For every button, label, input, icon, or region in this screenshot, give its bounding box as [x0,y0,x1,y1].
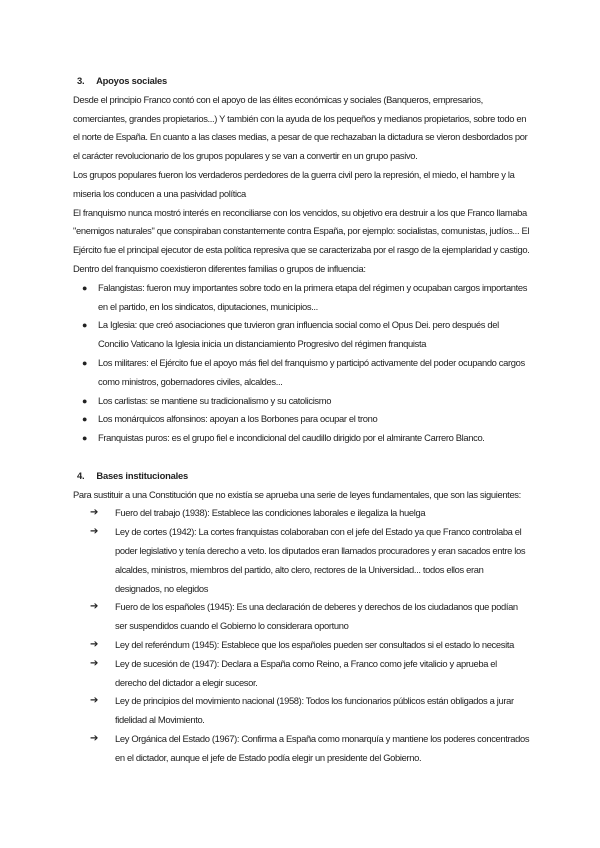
list-item-text: La Iglesia: que creó asociaciones que tuvieron gran influencia social como el Opus Dei. pero después del Concilio Vaticano la Iglesia inicia un distanciamiento Progresivo del régimen franquista [98,319,499,350]
section-4-heading [73,467,530,486]
arrow-icon: ➔ [90,657,99,669]
paragraph-leyes-intro: Para sustituir a una Constitución que no existía se aprueba una serie de leyes fundamentales, que son las siguientes: [73,488,521,500]
list-item-text: Ley Orgánica del Estado (1967): Confirma a España como monarquía y mantiene los poderes concentrados en el dictador, aunque el jefe de Estado podía elegir un presidente del Gobierno. [115,732,530,763]
bullet-icon: ● [82,433,88,444]
list-item [73,279,530,317]
arrow-icon: ➔ [90,526,99,538]
list-item [73,636,530,655]
list-item-text: Los militares: el Ejército fue el apoyo más fiel del franquismo y participó activamente del poder ocupando cargos como ministros, gobernadores civiles, alcaldes... [98,356,525,387]
list-item-text: Fuero del trabajo (1938): Establece las condiciones laborales e ilegaliza la huelga [115,507,426,519]
paragraph-familias: Dentro del franquismo coexistieron diferentes familias o grupos de influencia: [73,262,366,274]
list-item-text: Ley de sucesión de (1947): Declara a España como Reino, a Franco como jefe vitalicio y aprueba el derecho del dictador a elegir sucesor. [115,657,497,688]
bullet-icon: ● [82,357,88,368]
list-item-text: Los carlistas: se mantiene su tradicionalismo y su catolicismo [98,394,332,406]
list-item-text: Franquistas puros: es el grupo fiel e incondicional del caudillo dirigido por el almirante Carrero Blanco. [98,432,485,444]
list-item [73,523,530,598]
section-3-heading [73,72,530,91]
list-item-text: Los monárquicos alfonsinos: apoyan a los Borbones para ocupar el trono [98,413,378,425]
list-item [73,316,530,354]
section-3-number: 3. [77,75,85,86]
fundamental-laws-list [73,504,530,767]
paragraph-represion: El franquismo nunca mostró interés en reconciliarse con los vencidos, su objetivo era destruir a los que Franco llamaba "enemigos naturales" que conspiraban constantemente contra España, por ejemplo: socialistas, comunistas, judíos... El Ejército fue el principal ejecutor de esta política represiva que se caracterizaba por el rasgo de la ejemplaridad y castigo. [73,206,530,256]
bullet-icon: ● [82,414,88,425]
section-4-number: 4. [77,469,85,481]
section-spacer [73,448,530,467]
list-item [73,598,530,636]
list-item-text: Ley del referéndum (1945): Establece que los españoles pueden ser consultados si el estado lo necesita [115,638,514,650]
list-item [73,655,530,693]
list-item-text: Ley de principios del movimiento nacional (1958): Todos los funcionarios públicos están obligados a jurar fidelidad al Movimiento. [115,695,514,726]
bullet-icon: ● [82,320,88,331]
list-item [73,730,530,768]
arrow-icon: ➔ [90,638,99,650]
paragraph-elites: Desde el principio Franco contó con el apoyo de las élites económicas y sociales (Banqueros, empresarios, comerciantes, grandes propietarios...) Y también con la ayuda de los pequeños y medianos propietarios, sobre todo en el norte de España. En cuanto a las clases medias, a pesar de que rechazaban la dictadura se vieron desbordados por el carácter revolucionario de los grupos populares y se van a convertir en un grupo pasivo. [73,93,528,162]
list-item [73,392,530,411]
arrow-icon: ➔ [90,732,99,744]
bullet-icon: ● [82,395,88,406]
section-3-title: Apoyos sociales [96,75,168,86]
list-item [73,410,530,429]
paragraph-grupos-populares: Los grupos populares fueron los verdaderos perdedores de la guerra civil pero la represión, el miedo, el hambre y la miseria los conducen a una pasividad política [73,168,515,199]
influence-groups-list [73,279,530,448]
list-item-text: Ley de cortes (1942): La cortes franquistas colaboraban con el jefe del Estado ya que Franco controlaba el poder legislativo y tenía derecho a veto. los diputados eran llamados procuradores y eran sacados entre los alcaldes, ministros, miembros del partido, alto clero, rectores de la Universidad... todos ellos eran designados, no elegidos [115,526,526,594]
bullet-icon: ● [82,282,88,293]
arrow-icon: ➔ [90,507,99,519]
list-item [73,354,530,392]
list-item [73,692,530,730]
list-item [73,504,530,523]
list-item-text: Falangistas: fueron muy importantes sobre todo en la primera etapa del régimen y ocupaban cargos importantes en el partido, en los sindicatos, diputaciones, municipios... [98,281,528,312]
arrow-icon: ➔ [90,695,99,707]
list-item-text: Fuero de los españoles (1945): Es una declaración de deberes y derechos de los ciudadanos que podían ser suspendidos cuando el Gobierno lo considerara oportuno [115,601,518,632]
arrow-icon: ➔ [90,601,99,613]
list-item [73,429,530,448]
section-4-title: Bases institucionales [96,469,189,481]
